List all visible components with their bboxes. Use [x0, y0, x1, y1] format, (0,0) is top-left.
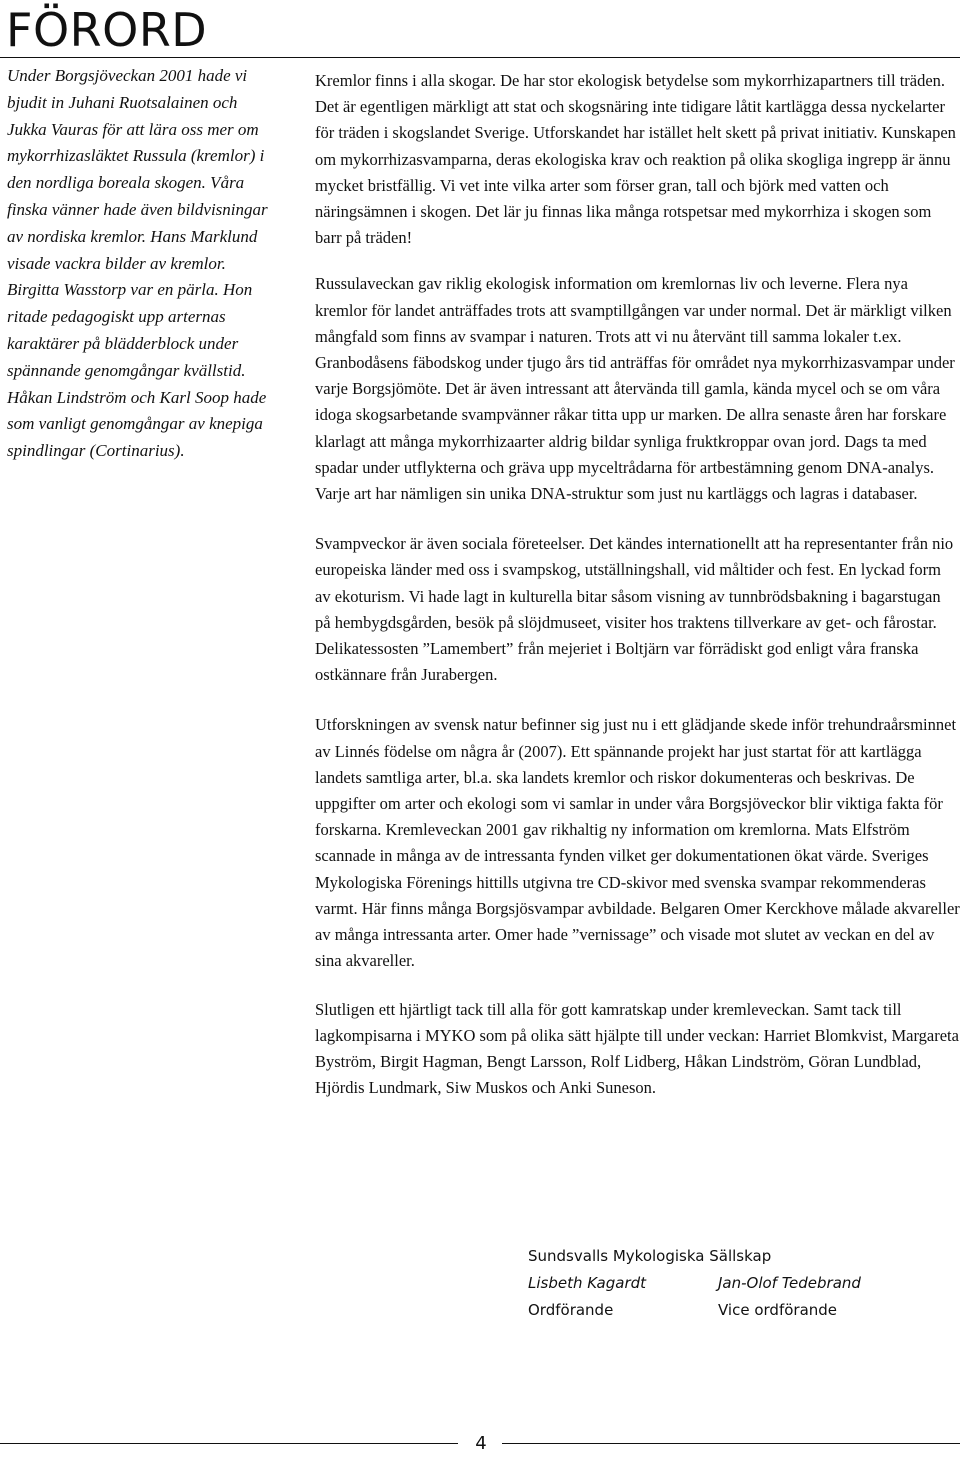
- footer-rule-left: [0, 1443, 458, 1444]
- signer-2-role: Vice ordförande: [718, 1301, 838, 1319]
- signature-roles-row: [528, 1297, 948, 1324]
- page-title: FÖRORD: [6, 3, 208, 57]
- page-number: 4: [475, 1433, 487, 1454]
- body-paragraph-3: Svampveckor är även sociala företeelser. Det kändes internationellt att ha representanter från nio europeiska länder med oss i svampskog, utställningshall, vid måltider och fest. En lyckad form av ekoturism. Vi hade lagt in kulturella bitar såsom visning av tunnbrödsbakning i bagarstugan på hembygdsgården, besök på slöjdmuseet, visiter hos traktens tillverkare av get- och fårostar. Delikatessosten ”Lamembert” från mejeriet i Boltjärn var förrädiskt god enligt våra franska ostkännare från Jurabergen.: [315, 534, 954, 685]
- title-rule: [0, 57, 960, 58]
- body-paragraph-4: Utforskningen av svensk natur befinner sig just nu i ett glädjande skede inför trehundraårsminnet av Linnés födelse om några år (2007). Ett spännande projekt har just startat för att kartlägga landets samtliga arter, bl.a. ska landets kremlor och riskor dokumenteras och beskrivas. De uppgifter om arter och ekologi som vi samlar in under våra Borgsjöveckor blir viktiga fakta för forskarna. Kremleveckan 2001 gav rikhaltig ny information om kremlorna. Mats Elfström scannade in många av de intressanta fynden vilket ger dokumentationen ökat värde. Sveriges Mykologiska Förenings hittills utgivna tre CD-skivor med svenska svampar rekommenderas varmt. Här finns många Borgsjösvampar avbildade. Belgaren Omer Kerckhove målade akvareller av många intressanta arter. Omer hade ”vernissage” och visade mot slutet av veckan en del av sina akvareller.: [315, 715, 960, 971]
- footer-rule-right: [502, 1443, 960, 1444]
- signature-block: [528, 1243, 948, 1324]
- signer-1-name: Lisbeth Kagardt: [528, 1274, 647, 1292]
- signature-names-row: [528, 1270, 948, 1297]
- signer-2-name: Jan-Olof Tedebrand: [718, 1274, 861, 1292]
- signature-organization: Sundsvalls Mykologiska Sällskap: [528, 1247, 772, 1265]
- main-text-column: [315, 68, 960, 1101]
- body-paragraph-5: Slutligen ett hjärtligt tack till alla för gott kamratskap under kremleveckan. Samt tack till lagkompisarna i MYKO som på olika sätt hjälpte till under veckan: Harriet Blomkvist, Margareta Byström, Birgit Hagman, Bengt Larsson, Rolf Lidberg, Håkan Lindström, Göran Lundblad, Hjördis Lundmark, Siw Muskos och Anki Suneson.: [315, 999, 959, 1098]
- signer-1-role: Ordförande: [528, 1301, 614, 1319]
- body-paragraph-2: Russulaveckan gav riklig ekologisk information om kremlornas liv och leverne. Flera nya kremlor för landet anträffades trots att svamptillgången var under normal. Det är märkligt vilken mångfald som finns av svampar i naturen. Trots att vi nu återvänt till samma lokaler t.ex. Granbodåsens fäbodskog under tjugo års tid anträffas för området nya mykorrhizasvampar under varje Borgsjömöte. Det är även intressant att återvända till gamla, kända mycel och se om våra idoga skogsarbetande svampvänner råkar titta upp ur marken. De allra senaste åren har forskare klarlagt att många mykorrhizaarter aldrig bildar synliga fruktkroppar ovan jord. Dags ta med spadar under utflykterna och gräva upp myceltrådarna för artbestämning genom DNA-analys. Varje art har nämligen sin unika DNA-struktur som just nu kartläggs och lagras i databaser.: [315, 274, 955, 504]
- intro-paragraph: Under Borgsjöveckan 2001 hade vi bjudit in Juhani Ruotsalainen och Jukka Vauras för att lära oss mer om mykorrhizasläktet Russula (kremlor) i den nordliga boreala skogen. Våra finska vänner hade även bildvisningar av nordiska kremlor. Hans Marklund visade vackra bilder av kremlor. Birgitta Wasstorp var en pärla. Hon ritade pedagogiskt upp arternas karaktärer på blädderblock under spännande genomgångar kvällstid. Håkan Lindström och Karl Soop hade som vanligt genomgångar av knepiga spindlingar (Cortinarius).: [7, 66, 268, 461]
- body-paragraph-1: Kremlor finns i alla skogar. De har stor ekologisk betydelse som mykorrhizapartners till träden. Det är egentligen märkligt att stat och skogsnäring inte tidigare låtit kartlägga dessa nyckelarter för träden i skogslandet Sverige. Utforskandet har istället helt skett på privat initiativ. Kunskapen om mykorrhizasvamparna, deras ekologiska krav och reaktion på olika skogliga ingrepp är ännu mycket bristfällig. Vi vet inte vilka arter som förser gran, tall och björk med vatten och näringsämnen i skogen. Det lär ju finnas lika många rotspetsar med mykorrhiza i skogen som barr på träden!: [315, 71, 956, 248]
